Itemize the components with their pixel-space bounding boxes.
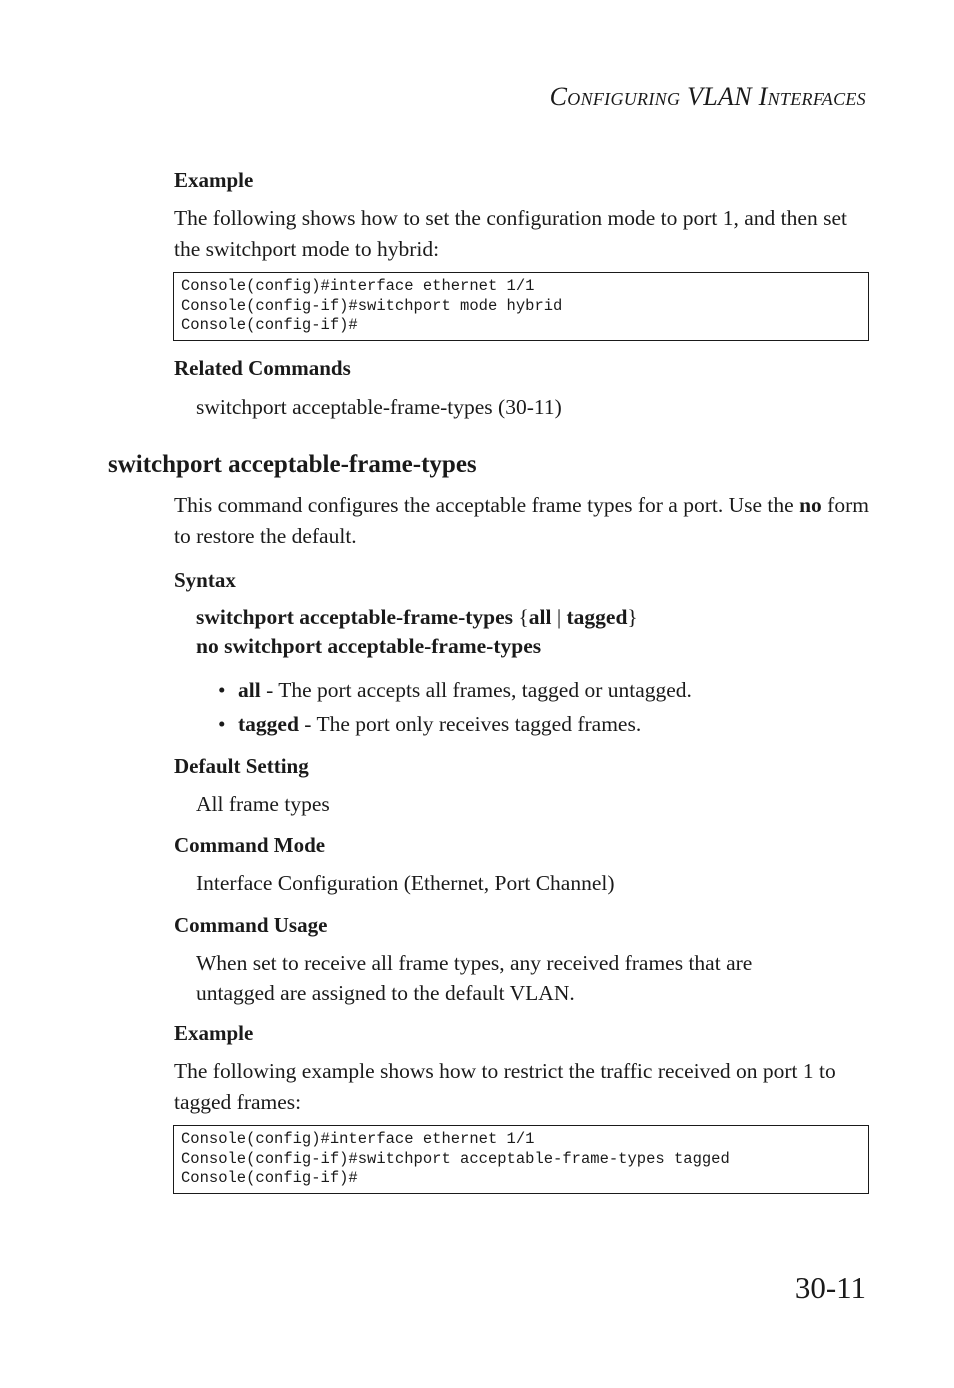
list-item <box>218 673 878 707</box>
intro-text-1: This command configures the acceptable frame types for a port. Use the <box>174 493 800 517</box>
running-head-initial-i: I <box>758 82 768 111</box>
running-head <box>550 82 866 112</box>
related-command-link[interactable]: switchport acceptable-frame-types (30-11) <box>196 395 562 419</box>
command-usage-text: When set to receive all frame types, any received frames that are untagged are assigned to the default VLAN. <box>196 951 753 1005</box>
section-title: switchport acceptable-frame-types <box>108 451 477 478</box>
syntax-option-all: all <box>528 605 552 629</box>
running-head-smallcaps-1: ONFIGURING <box>567 89 681 109</box>
code-block-1: Console(config)#interface ethernet 1/1 Console(config-if)#switchport mode hybrid Console(config-if)# <box>173 272 869 341</box>
bullet-icon: • <box>218 678 226 702</box>
parameter-list <box>218 673 878 741</box>
running-head-smallcaps-2: NTERFACES <box>767 89 866 109</box>
bullet-icon: • <box>218 712 226 736</box>
example-heading-2: Example <box>174 1021 254 1045</box>
param-term: tagged <box>238 712 299 736</box>
syntax-heading: Syntax <box>174 568 236 592</box>
syntax-brace-open: { <box>518 605 529 629</box>
page-number: 30-11 <box>794 1270 866 1305</box>
running-head-vlan: VLAN <box>680 82 759 111</box>
related-commands-heading: Related Commands <box>174 356 351 380</box>
command-mode-text: Interface Configuration (Ethernet, Port Channel) <box>196 871 615 895</box>
section-intro <box>174 490 874 552</box>
command-usage-heading: Command Usage <box>174 913 328 937</box>
intro-text-2: form to restore the default. <box>174 493 869 548</box>
syntax-block <box>196 603 638 661</box>
intro-bold-no: no <box>799 493 822 517</box>
example-text-1: The following shows how to set the configuration mode to port 1, and then set the switchport mode to hybrid: <box>174 206 847 261</box>
running-head-initial-c: C <box>549 82 568 111</box>
code-block-2: Console(config)#interface ethernet 1/1 Console(config-if)#switchport acceptable-frame-types tagged Console(config-if)# <box>173 1125 869 1194</box>
command-mode-heading: Command Mode <box>174 833 326 857</box>
syntax-brace-close: } <box>627 605 638 629</box>
syntax-line-1 <box>196 603 638 632</box>
example-text-2: The following example shows how to restrict the traffic received on port 1 to tagged frames: <box>174 1059 836 1114</box>
default-setting-heading: Default Setting <box>174 754 309 778</box>
param-term: all <box>238 678 261 702</box>
syntax-option-tagged: tagged <box>566 605 628 629</box>
example-heading-1: Example <box>174 168 254 192</box>
default-setting-text: All frame types <box>196 792 330 816</box>
list-item <box>218 707 878 741</box>
syntax-line-2: no switchport acceptable-frame-types <box>196 634 542 658</box>
syntax-command: switchport acceptable-frame-types <box>196 605 519 629</box>
syntax-separator: | <box>551 605 567 629</box>
param-desc: - The port accepts all frames, tagged or untagged. <box>260 678 692 702</box>
param-desc: - The port only receives tagged frames. <box>298 712 642 736</box>
